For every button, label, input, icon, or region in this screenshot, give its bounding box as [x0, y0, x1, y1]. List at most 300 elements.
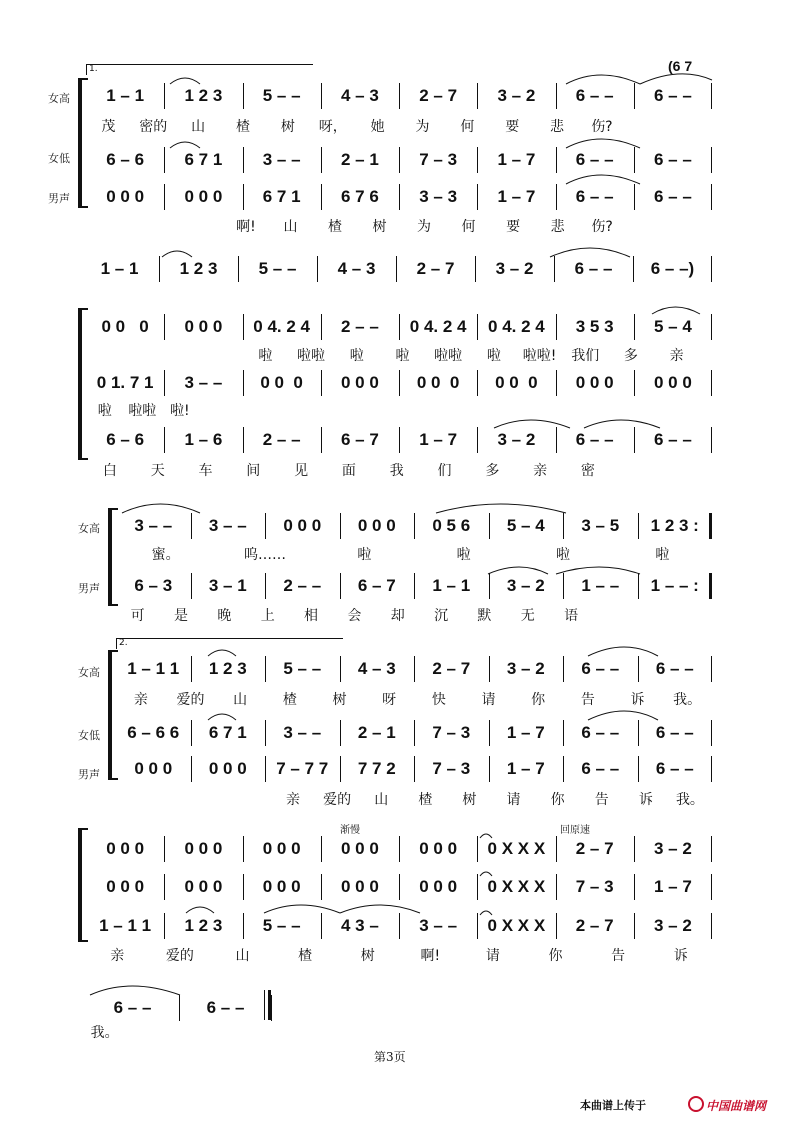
measure-notes: 6 – 7: [340, 430, 379, 449]
lyric-syllable: 树: [280, 119, 295, 135]
measure-notes: 6 – –: [581, 659, 620, 678]
intro-marker: [668, 58, 692, 84]
measure-notes: 3 – –: [184, 373, 223, 392]
measure-notes: 2 – 7: [416, 259, 455, 278]
measure-notes: 0 0 0: [262, 839, 301, 858]
measure-notes: 7 – 3: [432, 759, 471, 778]
barline: [191, 513, 192, 539]
measure: [556, 427, 634, 453]
measure: [634, 184, 712, 210]
measure-notes: 0 0 0: [184, 187, 223, 206]
measure-notes: 0 0 0: [340, 373, 379, 392]
lyric-syllable: 密的: [139, 119, 168, 135]
measure: [477, 83, 555, 109]
lyric-syllable: 何: [460, 119, 475, 135]
barline: [477, 427, 478, 453]
measure: [86, 995, 179, 1021]
measure: [399, 147, 477, 173]
lyric-syllable: 伤?: [591, 219, 613, 235]
lyric-syllable: 告: [580, 692, 595, 708]
slur: [340, 905, 420, 913]
barline: [634, 874, 635, 900]
measure-notes: 6 – –: [655, 659, 694, 678]
measure: [191, 573, 266, 599]
lyric-syllable: 诉: [630, 692, 645, 708]
measure-notes: 6 – –: [575, 86, 614, 105]
barline: [265, 720, 266, 746]
measure: [243, 874, 321, 900]
lyric-syllable: 要: [505, 119, 520, 135]
barline: [638, 656, 639, 682]
lyric-syllable: 却: [390, 608, 405, 624]
lyric-syllable: 告: [611, 948, 626, 964]
measure-notes: 1 – – :: [650, 576, 699, 595]
barline: [556, 874, 557, 900]
measure-notes: 0 0 0: [419, 877, 458, 896]
lyric-syllable: 爱的: [176, 692, 205, 708]
measure-notes: 5 – –: [258, 259, 297, 278]
measure: [159, 256, 238, 282]
measure: [243, 370, 321, 396]
measure-notes: 0 0 0: [106, 187, 145, 206]
barline: [191, 756, 192, 782]
barline: [414, 573, 415, 599]
barline: [634, 147, 635, 173]
measure-notes: 6 – –: [653, 86, 692, 105]
staff-male-1: [86, 184, 712, 210]
voice-label-soprano: 女高: [78, 522, 100, 535]
measure-notes: 6 7 1: [184, 150, 223, 169]
measure-notes: 6 – –: [206, 998, 245, 1017]
measure-notes: 1 – 7: [497, 150, 536, 169]
barline: [164, 913, 165, 939]
measure: [340, 720, 415, 746]
lyric-syllable: 啦: [456, 547, 471, 563]
measure-notes: 6 – –: [575, 150, 614, 169]
measure: [399, 913, 477, 939]
measure: [86, 147, 164, 173]
lyric-syllable: 我。: [673, 692, 702, 708]
tempo-rit: 渐慢: [340, 825, 360, 836]
lyric-male-6: [86, 945, 712, 967]
barline: [321, 314, 322, 340]
barline: [477, 184, 478, 210]
lyric-syllable: 请: [506, 792, 521, 808]
measure-notes: 1 – 1 1: [99, 916, 152, 935]
measure-notes: 0 0 0: [495, 373, 538, 392]
barline: [634, 83, 635, 109]
measure-notes: 2 – 1: [340, 150, 379, 169]
measure: [86, 913, 164, 939]
barline: [191, 656, 192, 682]
lyric-syllable: 呜……: [243, 547, 286, 563]
repeat-barline: [709, 513, 712, 539]
measure: [396, 256, 475, 282]
final-barline-thick: [268, 990, 271, 1020]
measure: [265, 656, 340, 682]
measure-notes: 2 – 1: [357, 723, 396, 742]
lyric-syllable: 会: [347, 608, 362, 624]
measure-notes: 7 – 7 7: [276, 759, 329, 778]
measure: [238, 256, 317, 282]
volta-1-label: 1.: [89, 64, 98, 74]
measure-notes: 6 7 1: [208, 723, 247, 742]
measure: [638, 656, 713, 682]
barline: [489, 513, 490, 539]
lyric-syllable: 啦: [655, 547, 670, 563]
measure-notes: 0 0 0: [262, 877, 301, 896]
barline: [340, 513, 341, 539]
measure-notes: 0 5 6: [432, 516, 471, 535]
lyric-syllable: 楂: [236, 119, 250, 135]
lyric-syllable: 我: [389, 463, 404, 479]
bracket-bottom: [78, 940, 88, 942]
barline: [321, 874, 322, 900]
barline: [489, 756, 490, 782]
barline: [243, 184, 244, 210]
measure-notes: 4 – 3: [357, 659, 396, 678]
voice-label-soprano: 女高: [78, 666, 100, 679]
lyric-syllable: 为: [415, 119, 430, 135]
barline: [556, 913, 557, 939]
barline: [179, 995, 180, 1021]
measure-notes: 6 – –: [574, 259, 613, 278]
staff-ending: [86, 995, 272, 1021]
measure: [477, 427, 555, 453]
barline: [159, 256, 160, 282]
barline: [711, 874, 712, 900]
barline: [477, 913, 478, 939]
lyric-syllable: 啦: [395, 348, 410, 364]
barline: [711, 147, 712, 173]
measure-notes: 1 – 1 1: [127, 659, 180, 678]
staff-soprano-5: [116, 656, 712, 682]
measure-notes: 0 0 0: [416, 373, 460, 392]
measure-notes: 6 – 6 6: [127, 723, 180, 742]
barline: [477, 370, 478, 396]
barline: [634, 913, 635, 939]
measure: [556, 314, 634, 340]
barline: [711, 756, 712, 782]
lyric-syllable: 你: [531, 692, 546, 708]
barline: [477, 83, 478, 109]
barline: [711, 656, 712, 682]
measure: [179, 995, 272, 1021]
barline: [317, 256, 318, 282]
barline: [634, 184, 635, 210]
system-bracket: [78, 310, 82, 460]
measure-notes: 0 0 0: [575, 373, 614, 392]
measure-notes: 5 – 4: [506, 516, 545, 535]
measure-notes: 2 – –: [283, 576, 322, 595]
measure: [477, 874, 555, 900]
measure-notes: 7 7 2: [357, 759, 396, 778]
lyric-syllable: 车: [198, 463, 213, 479]
measure: [634, 427, 712, 453]
measure-notes: 5 – –: [262, 916, 301, 935]
lyric-syllable: 们: [437, 463, 452, 479]
measure-notes: 3 – 2: [653, 916, 692, 935]
measure-notes: 0 0 0: [106, 839, 145, 858]
bracket-top: [108, 508, 118, 510]
measure: [554, 256, 633, 282]
measure: [414, 720, 489, 746]
barline: [265, 573, 266, 599]
barline: [321, 83, 322, 109]
measure: [634, 147, 712, 173]
measure-notes: 6 – –: [653, 430, 692, 449]
measure: [477, 314, 555, 340]
barline: [265, 513, 266, 539]
site-logo-text: 中国曲谱网: [706, 1099, 767, 1113]
system-bracket: [108, 510, 112, 606]
measure: [340, 513, 415, 539]
measure-notes: 0 0 0: [653, 373, 692, 392]
measure: [321, 184, 399, 210]
slur: [122, 504, 200, 513]
measure-notes: 0 0 0: [134, 759, 173, 778]
measure: [86, 874, 164, 900]
barline: [711, 314, 712, 340]
barline: [340, 720, 341, 746]
measure-notes: 6 – 6: [106, 430, 145, 449]
lyric-syllable: 白: [102, 463, 117, 479]
measure: [414, 513, 489, 539]
lyric-syllable: 啊!: [420, 948, 441, 964]
measure-notes: 2 – 7: [575, 916, 614, 935]
measure: [116, 573, 191, 599]
barline: [340, 656, 341, 682]
measure-notes: 1 – 7: [653, 877, 692, 896]
barline: [396, 256, 397, 282]
measure: [414, 656, 489, 682]
lyric-syllable: 啦: [555, 547, 570, 563]
measure: [116, 656, 191, 682]
lyric-syllable: 树: [360, 948, 375, 964]
lyric-syllable: 啦啦!: [522, 348, 557, 364]
bracket-top: [78, 828, 88, 830]
measure: [265, 513, 340, 539]
lyric-syllable: 是: [174, 608, 189, 624]
lyric-syllable: 亲: [669, 348, 684, 364]
measure-notes: 3 – 2: [497, 430, 536, 449]
barline: [164, 147, 165, 173]
slur: [264, 905, 340, 913]
measure-notes: 2 – 7: [419, 86, 458, 105]
barline: [321, 184, 322, 210]
measure: [399, 836, 477, 862]
lyric-syllable: 亲: [286, 792, 300, 808]
barline: [414, 720, 415, 746]
staff-alto-5: [116, 720, 712, 746]
barline: [321, 370, 322, 396]
barline: [238, 256, 239, 282]
measure-notes: 6 – –: [581, 759, 620, 778]
lyric-male-1: [86, 216, 712, 238]
measure: [563, 720, 638, 746]
measure-notes: 1 – 1: [432, 576, 471, 595]
lyric-syllable: 啦啦: [128, 403, 157, 419]
lyric-syllable: 亲: [533, 463, 548, 479]
barline: [711, 256, 712, 282]
lyric-syllable: 相: [304, 608, 319, 624]
measure-notes: 1 2 3: [179, 259, 218, 278]
barline: [191, 720, 192, 746]
measure-notes: 6 7 6: [340, 187, 379, 206]
staff-alto-1: [86, 147, 712, 173]
measure-notes: 1 – 7: [506, 723, 545, 742]
measure-notes: 6 – 6: [106, 150, 145, 169]
measure: [317, 256, 396, 282]
barline: [164, 184, 165, 210]
measure: [243, 184, 321, 210]
barline: [399, 147, 400, 173]
measure: [556, 370, 634, 396]
measure: [634, 314, 712, 340]
measure: [489, 513, 564, 539]
barline: [556, 184, 557, 210]
barline: [634, 370, 635, 396]
lyric-syllable: 诉: [638, 792, 653, 808]
measure: [414, 756, 489, 782]
bracket-top: [78, 78, 88, 80]
lyric-syllable: 告: [594, 792, 609, 808]
tempo-a-tempo: 回原速: [560, 825, 590, 836]
measure: [634, 874, 712, 900]
measure: [399, 184, 477, 210]
lyric-syllable: 为: [417, 219, 432, 235]
measure: [321, 427, 399, 453]
lyric-syllable: 啦: [258, 348, 273, 364]
lyric-syllable: 你: [550, 792, 565, 808]
staff-alto-6: [86, 874, 712, 900]
measure-notes: 1 2 3 :: [650, 516, 699, 535]
measure: [556, 147, 634, 173]
lyric-syllable: 多: [623, 348, 638, 364]
intro-open-text: (6 7: [668, 58, 693, 74]
lyric-syllable: 山: [233, 692, 248, 708]
barline: [556, 314, 557, 340]
page-number: 第3页: [374, 1050, 406, 1064]
lyric-syllable: 楂: [282, 692, 297, 708]
measure-notes: 0 0 0: [419, 839, 458, 858]
measure: [556, 184, 634, 210]
barline: [243, 314, 244, 340]
lyric-syllable: 啦: [349, 348, 364, 364]
barline: [556, 147, 557, 173]
lyric-syllable: 晚: [217, 608, 232, 624]
site-logo-icon: [688, 1096, 704, 1112]
measure-notes: 3 – 2: [495, 259, 534, 278]
barline: [638, 720, 639, 746]
barline: [243, 147, 244, 173]
barline: [399, 874, 400, 900]
measure-notes: 1 2 3: [184, 916, 223, 935]
measure: [164, 836, 242, 862]
lyric-syllable: 悲: [550, 219, 565, 235]
lyric-male-4: [116, 605, 712, 627]
lyric-syllable: 啦!: [170, 403, 190, 419]
measure-notes: 0 0 0: [357, 516, 396, 535]
measure-notes: 6 – –): [650, 259, 695, 278]
lyric-soprano-5: [116, 689, 712, 711]
lyric-syllable: 语: [564, 608, 579, 624]
barline: [475, 256, 476, 282]
measure-notes: 0 0 0: [283, 516, 322, 535]
measure-notes: 3 – 3: [419, 187, 458, 206]
voice-label-alto: 女低: [48, 152, 70, 165]
lyric-syllable: 树: [332, 692, 347, 708]
measure-notes: 1 – 6: [184, 430, 223, 449]
lyric-syllable: 间: [246, 463, 261, 479]
lyric-syllable: 啦: [486, 348, 501, 364]
voice-label-alto: 女低: [78, 729, 100, 742]
barline: [321, 836, 322, 862]
barline: [164, 836, 165, 862]
barline: [556, 836, 557, 862]
barline: [634, 427, 635, 453]
barline: [563, 656, 564, 682]
staff-soprano-4: [116, 513, 712, 539]
barline: [638, 513, 639, 539]
measure-notes: 1 – 1: [100, 259, 139, 278]
measure: [414, 573, 489, 599]
staff-alto-3: [86, 370, 712, 396]
lyric-male-5: [116, 789, 712, 811]
measure: [321, 83, 399, 109]
measure: [477, 370, 555, 396]
barline: [164, 427, 165, 453]
barline: [243, 874, 244, 900]
lyric-syllable: 茂: [101, 119, 116, 135]
barline: [321, 147, 322, 173]
measure-notes: 3 – 2: [506, 576, 545, 595]
measure-notes: 3 – –: [208, 516, 247, 535]
measure-notes: 2 – –: [262, 430, 301, 449]
measure-notes: 0 X X X: [487, 877, 546, 896]
measure: [489, 720, 564, 746]
measure-notes: 7 – 3: [575, 877, 614, 896]
voice-label-male: 男声: [78, 582, 100, 595]
barline: [477, 147, 478, 173]
slur: [652, 307, 700, 314]
staff-soprano-6: [86, 836, 712, 862]
measure-notes: 1 – 7: [497, 187, 536, 206]
measure: [191, 656, 266, 682]
measure: [489, 756, 564, 782]
lyric-syllable: 无: [520, 608, 535, 624]
measure: [265, 573, 340, 599]
measure: [243, 427, 321, 453]
measure: [191, 513, 266, 539]
staff-male-5: [116, 756, 712, 782]
barline: [243, 836, 244, 862]
measure-notes: 0 1. 7 1: [96, 373, 154, 392]
measure: [563, 756, 638, 782]
measure-notes: 3 – –: [262, 150, 301, 169]
barline: [243, 427, 244, 453]
final-barline-thin: [264, 990, 265, 1020]
measure-notes: 4 – 3: [340, 86, 379, 105]
staff-interlude: [80, 256, 712, 282]
barline: [271, 995, 272, 1021]
measure: [638, 513, 713, 539]
measure-notes: 1 2 3: [208, 659, 247, 678]
measure: [116, 513, 191, 539]
measure-notes: 6 – –: [653, 150, 692, 169]
measure-notes: 1 – 7: [506, 759, 545, 778]
system-bracket: [78, 830, 82, 942]
